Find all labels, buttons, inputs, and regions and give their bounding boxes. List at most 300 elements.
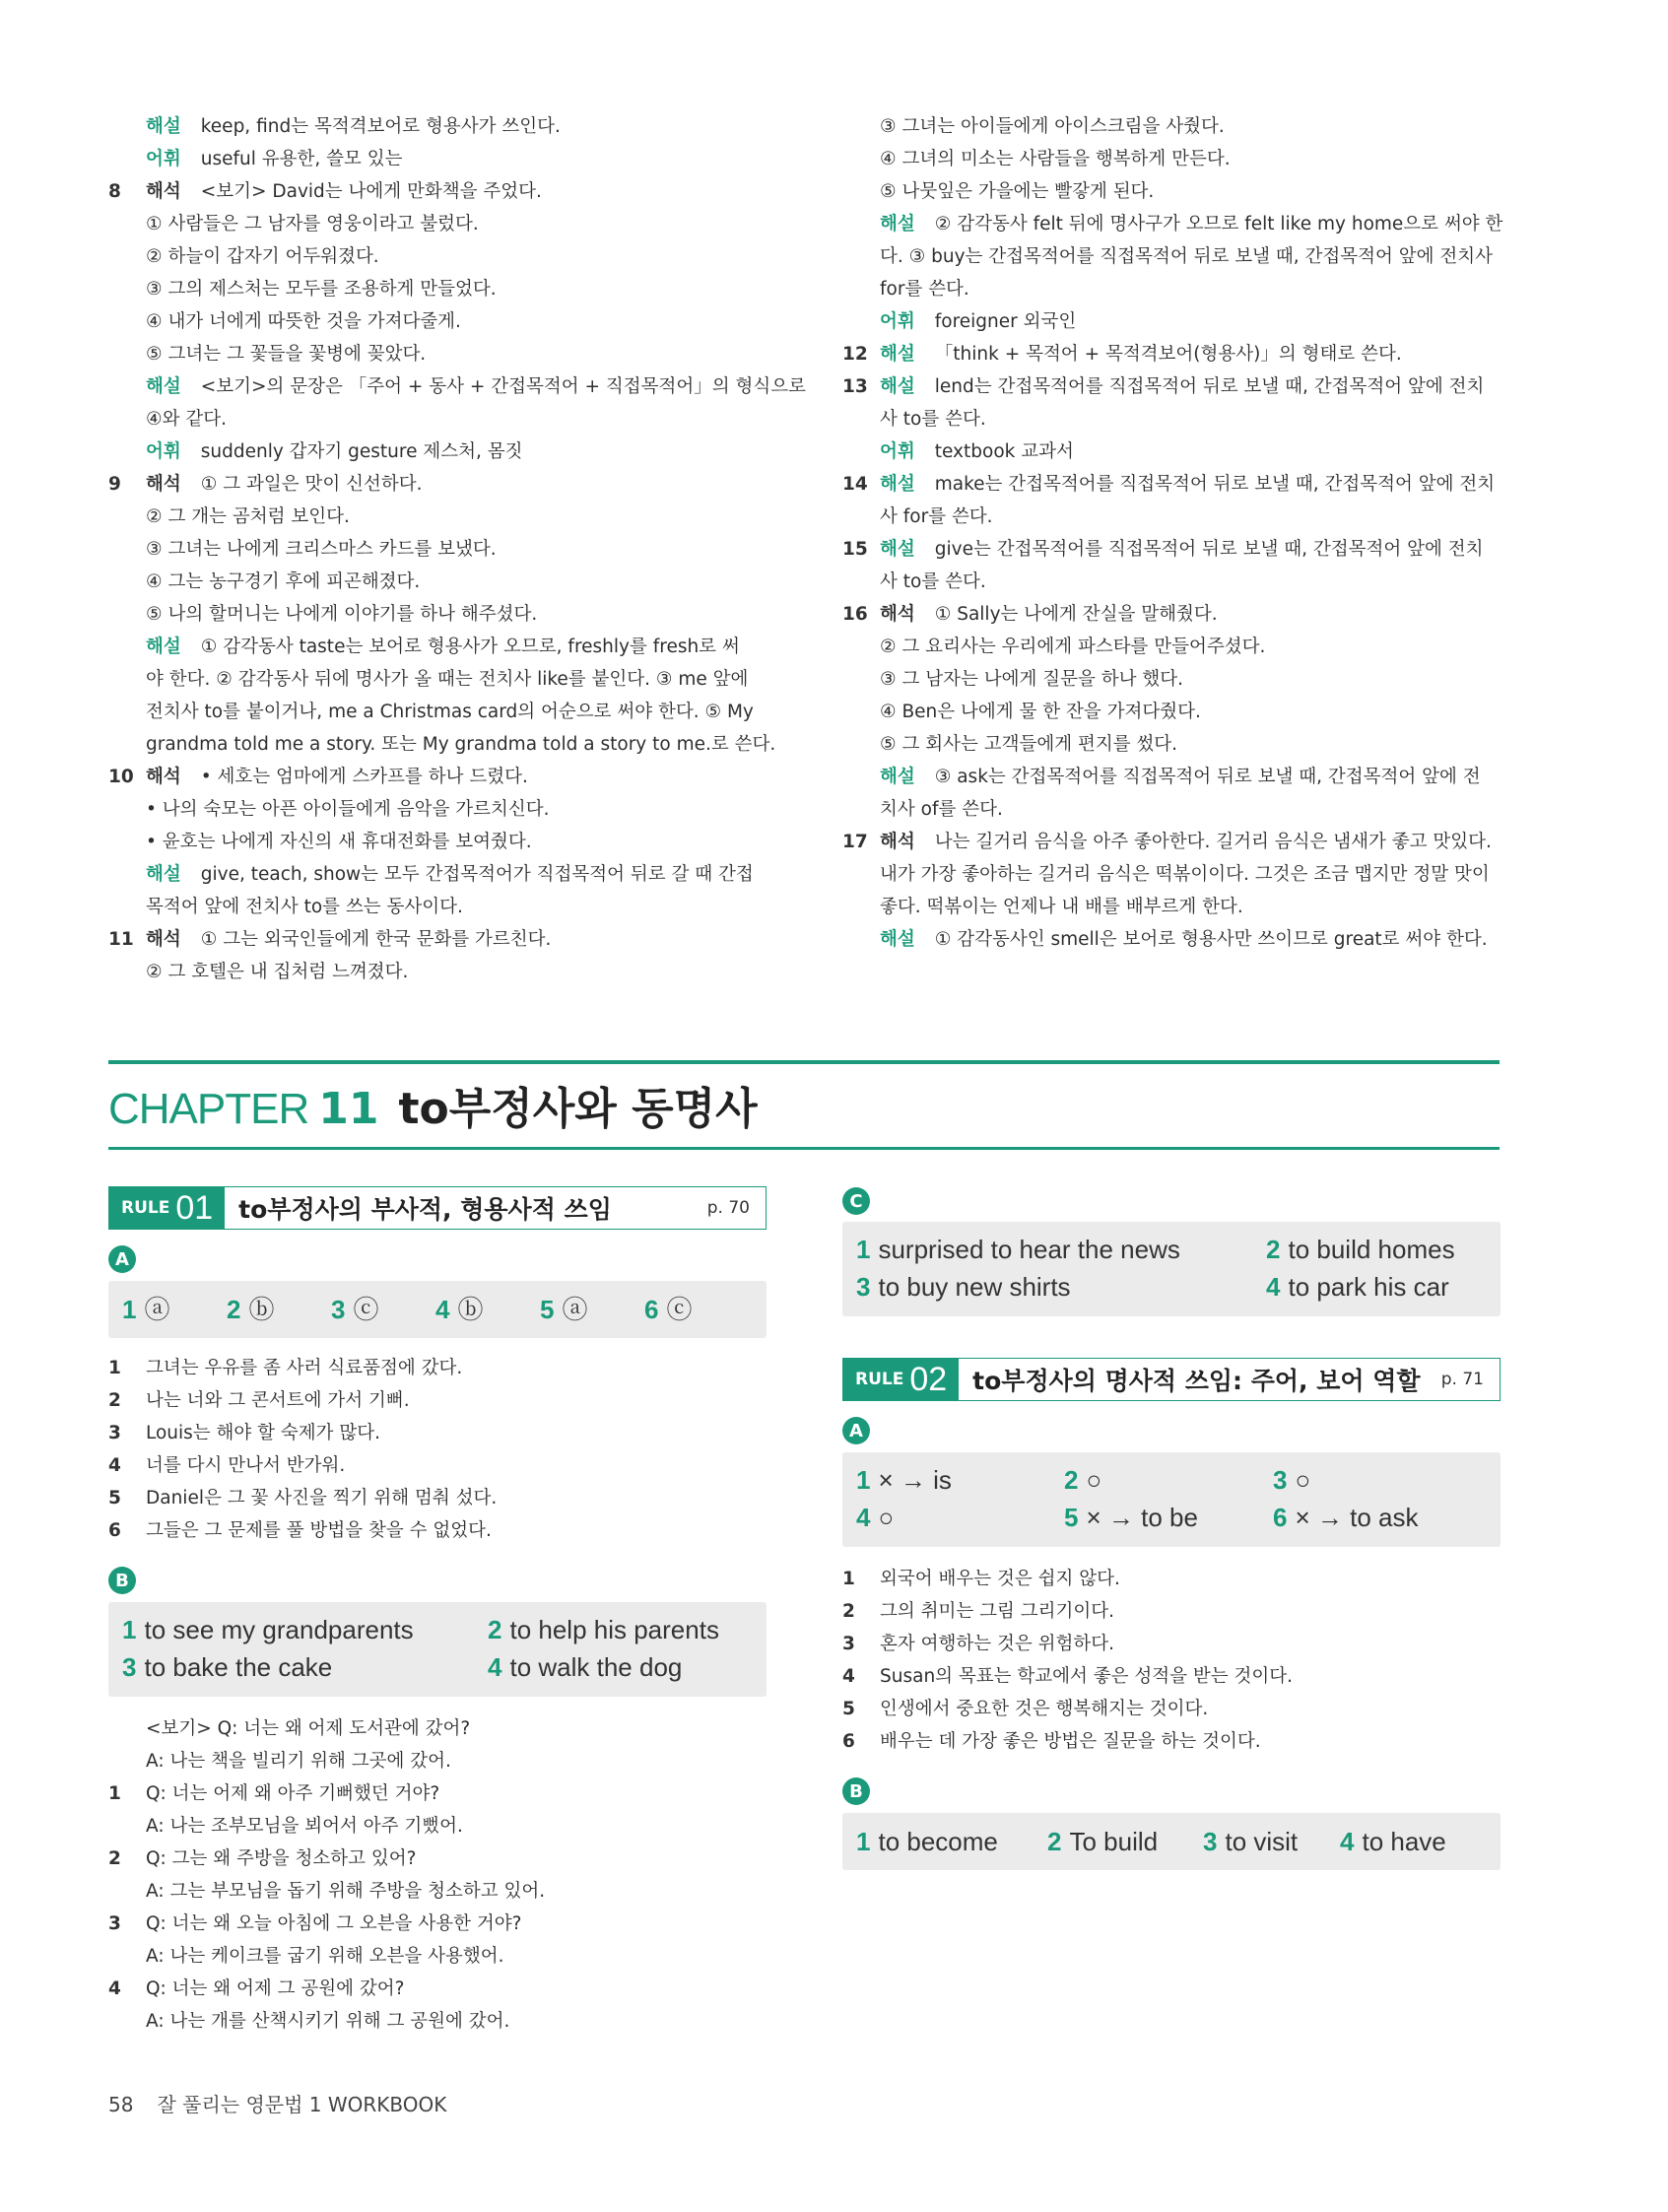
answer-cell [435,1292,483,1327]
explanation-text: ⑤ 나뭇잎은 가을에는 빨갛게 된다. [880,181,1155,202]
answer-text: ○ [1295,1465,1311,1495]
explanation-text: ③ 그 남자는 나에게 질문을 하나 했다. [880,669,1183,690]
explanation-line [842,240,1512,273]
answer-number: 2 [1266,1235,1281,1264]
answer-number: 4 [488,1652,502,1682]
explanation-line [108,826,778,858]
explanation-line [108,923,778,956]
explanation-label: 해설 [880,214,915,235]
explanation-line [108,370,806,403]
answer-text: ○ [1086,1465,1102,1495]
explanation-line [108,793,778,826]
answer-number: 2 [1047,1827,1062,1856]
answer-cell [1266,1232,1455,1267]
chapter-top-bar [108,1060,1500,1064]
list-item [842,1660,1493,1693]
item-number: 5 [108,1488,121,1508]
explanation-line [842,696,1512,728]
explanation-text: ② 그 개는 곰처럼 보인다. [146,506,350,527]
explanation-line [842,923,1512,956]
chapter-name: to부정사와 동명사 [398,1084,758,1134]
item-text: 그들은 그 문제를 풀 방법을 찾을 수 없었다. [146,1520,492,1541]
rule-title: to부정사의 부사적, 형용사적 쓰임 [238,1195,612,1224]
list-item [108,1940,759,1973]
explanation-line [108,501,778,533]
page-footer [108,2089,446,2117]
explanation-text: 다. ③ buy는 간접목적어를 직접목적어 뒤로 보낼 때, 간접목적어 앞에 전치사 [880,246,1493,267]
rule-page: p. 70 [706,1198,750,1218]
rule-number: 01 [175,1188,214,1227]
explanation-text: grandma told me a story. 또는 My grandma told a story to me.로 쓴다. [146,734,776,755]
explanation-line [842,761,1512,793]
explanation-text: 나는 길거리 음식을 아주 좋아한다. 길거리 음식은 냄새가 좋고 맛있다. [934,832,1492,852]
item-text: A: 나는 케이크를 굽기 위해 오븐을 사용했어. [146,1946,504,1967]
answer-number: 5 [540,1295,555,1324]
answer-cell [1203,1824,1298,1859]
explanation-label: 해설 [880,344,915,365]
explanation-text: textbook 교과서 [934,441,1074,462]
rule-number: 02 [909,1360,948,1398]
explanation-text: ① 사람들은 그 남자를 영웅이라고 불렀다. [146,214,479,235]
explanation-line [842,143,1512,175]
item-text: 나는 너와 그 콘서트에 가서 기뻐. [146,1390,410,1411]
section-B-badge: B [108,1567,136,1594]
answer-text: ⓐ [144,1295,170,1324]
explanation-line [108,305,778,338]
explanation-line [108,175,778,208]
explanation-line [842,728,1512,761]
explanation-line [842,566,1512,598]
explanation-line [108,761,778,793]
answer-cell [1047,1824,1158,1859]
answer-text: ⓑ [248,1295,275,1324]
item-text: Q: 너는 왜 오늘 아침에 그 오븐을 사용한 거야? [146,1913,522,1934]
answer-cell [1340,1824,1446,1859]
item-text: A: 나는 개를 산책시키기 위해 그 공원에 갔어. [146,2011,510,2032]
item-text: A: 나는 책을 빌리기 위해 그곳에 갔어. [146,1751,451,1772]
answer-text: to park his car [1288,1272,1449,1302]
explanation-line [108,598,778,631]
explanation-line [108,858,778,891]
explanation-text: ⑤ 그녀는 그 꽃들을 꽃병에 꽂았다. [146,344,427,365]
list-item [842,1595,1493,1628]
item-number: 17 [842,832,868,852]
answer-cell [331,1292,378,1327]
explanation-line [842,533,1512,566]
answer-number: 4 [856,1503,871,1532]
item-text: Q: 너는 어제 왜 아주 기뻐했던 거야? [146,1783,440,1804]
top-right-column [842,110,1512,956]
rule1-A-answers [108,1281,767,1338]
explanation-label: 해설 [146,376,181,397]
answer-number: 3 [856,1272,871,1302]
item-text: 인생에서 중요한 것은 행복해지는 것이다. [880,1699,1209,1719]
answer-text: × → is [878,1465,952,1495]
explanation-line [842,826,1512,858]
explanation-text: ⑤ 그 회사는 고객들에게 편지를 썼다. [880,734,1178,755]
list-item [108,1352,759,1384]
answer-number: 3 [331,1295,346,1324]
explanation-label: 해설 [146,116,181,137]
answer-cell [488,1612,719,1647]
answer-cell [122,1292,169,1327]
explanation-text: ① 그 과일은 맛이 신선하다. [200,474,423,495]
explanation-text: 사 to를 쓴다. [880,409,986,430]
list-item [108,1482,759,1514]
item-number: 14 [842,474,868,495]
list-item [108,1843,759,1875]
explanation-label: 해석 [880,832,915,852]
item-number: 2 [108,1848,121,1869]
explanation-text: keep, find는 목적격보어로 형용사가 쓰인다. [200,116,561,137]
rule1-B-translations [108,1712,759,2038]
chapter-word: CHAPTER [108,1085,309,1133]
answer-cell [1064,1500,1198,1535]
explanation-line [842,663,1512,696]
explanation-text: ② 하늘이 갑자기 어두워졌다. [146,246,379,267]
rule1-B-answers [108,1602,767,1697]
item-number: 11 [108,929,134,950]
explanation-label: 해설 [146,637,181,657]
answer-cell [856,1269,1071,1305]
explanation-line [842,208,1512,240]
answer-cell [856,1462,952,1498]
explanation-text: suddenly 갑자기 gesture 제스처, 몸짓 [200,441,523,462]
answer-text: to walk the dog [509,1652,683,1682]
chapter-title [108,1080,758,1139]
chapter-bottom-bar [108,1147,1500,1150]
answer-text: × → to ask [1295,1503,1419,1532]
answer-number: 1 [856,1235,871,1264]
section-B-badge: B [842,1777,870,1805]
item-number: 8 [108,181,121,202]
explanation-text: ④ 그녀의 미소는 사람들을 행복하게 만든다. [880,149,1231,169]
answer-text: to visit [1225,1827,1299,1856]
rule1-C-answers [842,1222,1501,1316]
explanation-text: ④와 같다. [146,409,227,430]
explanation-line [108,273,778,305]
item-number: 4 [842,1666,855,1687]
explanation-text: <보기> David는 나에게 만화책을 주었다. [200,181,542,202]
rule2-A-translations [842,1563,1493,1758]
explanation-text: 「think + 목적어 + 목적격보어(형용사)」의 형태로 쓴다. [934,344,1402,365]
answer-text: to bake the cake [144,1652,333,1682]
list-item [108,1449,759,1482]
answer-text: to see my grandparents [144,1615,414,1644]
item-number: 10 [108,767,134,787]
explanation-label: 해설 [880,767,915,787]
answer-number: 6 [1273,1503,1288,1532]
answer-number: 5 [1064,1503,1079,1532]
explanation-line [842,793,1512,826]
answer-text: ⓐ [562,1295,588,1324]
explanation-line [842,468,1512,501]
section-C-badge: C [842,1187,870,1215]
explanation-label: 어휘 [880,311,915,332]
explanation-line [842,858,1512,891]
rule2-B-answers [842,1813,1501,1870]
explanation-text: 사 to를 쓴다. [880,571,986,592]
explanation-line [108,566,778,598]
answer-cell [1266,1269,1449,1305]
answer-text: to become [878,1827,998,1856]
explanation-text: ① Sally는 나에게 잔실을 말해줬다. [934,604,1218,625]
item-number: 6 [842,1731,855,1752]
answer-number: 3 [122,1652,137,1682]
rule-tag-label: RULE [855,1370,904,1389]
explanation-text: ④ Ben은 나에게 물 한 잔을 가져다줬다. [880,702,1201,722]
explanation-text: ③ 그녀는 아이들에게 아이스크림을 사줬다. [880,116,1225,137]
answer-number: 1 [856,1827,871,1856]
top-left-column [108,110,806,988]
answer-text: ⓑ [457,1295,484,1324]
explanation-label: 어휘 [146,441,181,462]
explanation-label: 해설 [880,929,915,950]
answer-number: 4 [435,1295,450,1324]
rule-tag [843,1359,959,1400]
answer-cell [227,1292,274,1327]
explanation-text: foreigner 외국인 [934,311,1077,332]
item-number: 3 [842,1634,855,1654]
list-item [108,1810,759,1843]
explanation-line [108,240,778,273]
explanation-text: ③ ask는 간접목적어를 직접목적어 뒤로 보낼 때, 간접목적어 앞에 전 [934,767,1481,787]
item-number: 4 [108,1455,121,1476]
item-text: 너를 다시 만나서 반가워. [146,1455,346,1476]
item-number: 4 [108,1978,121,1999]
rule-page: p. 71 [1440,1370,1484,1389]
answer-text: × → to be [1086,1503,1198,1532]
explanation-line [108,696,778,728]
item-number: 15 [842,539,868,560]
explanation-text: ③ 그녀는 나에게 크리스마스 카드를 보냈다. [146,539,497,560]
answer-cell [1064,1462,1101,1498]
item-text: 그의 취미는 그림 그리기이다. [880,1601,1114,1622]
explanation-line [842,631,1512,663]
explanation-label: 해석 [880,604,915,625]
item-text: 그녀는 우유를 좀 사러 식료품점에 갔다. [146,1358,463,1378]
item-number: 1 [842,1569,855,1589]
explanation-text: lend는 간접목적어를 직접목적어 뒤로 보낼 때, 간접목적어 앞에 전치 [934,376,1485,397]
explanation-text: ② 감각동사 felt 뒤에 명사구가 오므로 felt like my home으로 써야 한 [934,214,1503,235]
list-item [842,1693,1493,1725]
item-text: Louis는 해야 할 숙제가 많다. [146,1423,381,1443]
explanation-line [842,501,1512,533]
explanation-line [108,110,778,143]
item-text: Q: 너는 왜 어제 그 공원에 갔어? [146,1978,405,1999]
answer-text: ⓒ [666,1295,693,1324]
explanation-line [842,305,1512,338]
answer-number: 1 [856,1465,871,1495]
rule2-A-answers [842,1452,1501,1547]
list-item [108,1712,759,1745]
explanation-label: 어휘 [880,441,915,462]
item-number: 3 [108,1913,121,1934]
item-number: 6 [108,1520,121,1541]
rule-01-header [108,1186,767,1230]
list-item [842,1563,1493,1595]
rule-02-header [842,1358,1501,1401]
item-number: 13 [842,376,868,397]
item-text: 배우는 데 가장 좋은 방법은 질문을 하는 것이다. [880,1731,1261,1752]
answer-cell [856,1232,1180,1267]
explanation-text: ⑤ 나의 할머니는 나에게 이야기를 하나 해주셨다. [146,604,538,625]
answer-number: 2 [488,1615,502,1644]
answer-number: 2 [1064,1465,1079,1495]
explanation-line [842,598,1512,631]
explanation-line [842,110,1512,143]
explanation-line [842,891,1512,923]
item-number: 12 [842,344,868,365]
list-item [108,1417,759,1449]
answer-cell [1273,1500,1418,1535]
explanation-text: • 세호는 엄마에게 스카프를 하나 드렸다. [200,767,528,787]
item-number: 16 [842,604,868,625]
explanation-text: for를 쓴다. [880,279,969,300]
answer-cell [1273,1462,1310,1498]
explanation-text: <보기>의 문장은 「주어 + 동사 + 간접목적어 + 직접목적어」의 형식으로 [200,376,806,397]
item-text: Q: 그는 왜 주방을 청소하고 있어? [146,1848,417,1869]
item-number: 1 [108,1358,121,1378]
item-text: 혼자 여행하는 것은 위험하다. [880,1634,1114,1654]
answer-cell [540,1292,587,1327]
list-item [108,1384,759,1417]
list-item [108,1745,759,1777]
section-A-badge: A [842,1417,870,1444]
explanation-line [108,143,778,175]
explanation-text: give는 간접목적어를 직접목적어 뒤로 보낼 때, 간접목적어 앞에 전치 [934,539,1484,560]
explanation-line [108,728,778,761]
answer-number: 3 [1273,1465,1288,1495]
explanation-text: 내가 가장 좋아하는 길거리 음식은 떡볶이이다. 그것은 조금 맵지만 정말 맛이 [880,864,1490,885]
explanation-text: useful 유용한, 쓸모 있는 [200,149,403,169]
explanation-text: ④ 내가 너에게 따뜻한 것을 가져다줄게. [146,311,461,332]
item-text: Susan의 목표는 학교에서 좋은 성적을 받는 것이다. [880,1666,1294,1687]
explanation-text: 사 for를 쓴다. [880,506,993,527]
section-A-badge: A [108,1245,136,1273]
answer-number: 6 [644,1295,659,1324]
explanation-label: 해석 [146,181,181,202]
answer-number: 3 [1203,1827,1218,1856]
explanation-label: 해석 [146,474,181,495]
explanation-line [842,273,1512,305]
chapter-number: 11 [318,1084,379,1134]
explanation-text: 목적어 앞에 전치사 to를 쓰는 동사이다. [146,897,463,917]
explanation-line [842,403,1512,436]
item-text: Daniel은 그 꽃 사진을 찍기 위해 멈춰 섰다. [146,1488,498,1508]
answer-cell [644,1292,692,1327]
answer-text: ○ [878,1503,895,1532]
list-item [108,1875,759,1908]
list-item [108,1514,759,1547]
page-number: 58 [108,2093,134,2116]
explanation-text: ② 그 요리사는 우리에게 파스타를 만들어주셨다. [880,637,1266,657]
explanation-label: 해설 [146,864,181,885]
answer-number: 4 [1266,1272,1281,1302]
list-item [108,2005,759,2038]
answer-number: 1 [122,1615,137,1644]
item-number: 2 [108,1390,121,1411]
explanation-line [842,175,1512,208]
explanation-label: 해설 [880,474,915,495]
answer-text: surprised to hear the news [878,1235,1180,1264]
explanation-text: ① 감각동사인 smell은 보어로 형용사만 쓰이므로 great로 써야 한다. [934,929,1488,950]
answer-cell [122,1649,332,1685]
explanation-line [108,663,778,696]
explanation-line [108,533,778,566]
answer-cell [856,1500,894,1535]
answer-number: 2 [227,1295,241,1324]
answer-text: To build [1069,1827,1159,1856]
answer-text: to buy new shirts [878,1272,1071,1302]
explanation-text: 야 한다. ② 감각동사 뒤에 명사가 올 때는 전치사 like를 붙인다. ③ me 앞에 [146,669,749,690]
explanation-line [108,631,778,663]
answer-text: to have [1362,1827,1446,1856]
answer-cell [856,1824,998,1859]
explanation-line [108,403,778,436]
chapter-header [108,1060,1500,1134]
item-number: 5 [842,1699,855,1719]
explanation-line [108,208,778,240]
list-item [108,1777,759,1810]
item-text: A: 나는 조부모님을 뵈어서 아주 기뻤어. [146,1816,463,1837]
explanation-text: ① 감각동사 taste는 보어로 형용사가 오므로, freshly를 fresh로 써 [200,637,740,657]
explanation-line [108,891,778,923]
item-text: 외국어 배우는 것은 쉽지 않다. [880,1569,1120,1589]
list-item [842,1725,1493,1758]
explanation-line [108,436,778,468]
explanation-label: 해설 [880,376,915,397]
item-number: 2 [842,1601,855,1622]
answer-text: ⓒ [353,1295,379,1324]
answer-cell [488,1649,682,1685]
explanation-text: 좋다. 떡볶이는 언제나 내 배를 배부르게 한다. [880,897,1243,917]
explanation-text: make는 간접목적어를 직접목적어 뒤로 보낼 때, 간접목적어 앞에 전치 [934,474,1496,495]
explanation-line [108,468,778,501]
explanation-label: 어휘 [146,149,181,169]
answer-text: to help his parents [509,1615,719,1644]
explanation-line [108,338,778,370]
rule-title: to부정사의 명사적 쓰임: 주어, 보어 역할 [972,1367,1421,1395]
book-title: 잘 풀리는 영문법 1 WORKBOOK [157,2093,447,2116]
rule1-A-translations [108,1352,759,1547]
rule-tag-label: RULE [121,1198,170,1218]
explanation-line [842,338,1512,370]
item-number: 9 [108,474,121,495]
explanation-label: 해석 [146,767,181,787]
explanation-text: • 윤호는 나에게 자신의 새 휴대전화를 보여줬다. [146,832,532,852]
explanation-line [842,436,1512,468]
explanation-text: • 나의 숙모는 아픈 아이들에게 음악을 가르치신다. [146,799,550,820]
answer-cell [122,1612,414,1647]
explanation-text: ③ 그의 제스처는 모두를 조용하게 만들었다. [146,279,497,300]
list-item [108,1908,759,1940]
explanation-line [108,956,778,988]
answer-text: to build homes [1288,1235,1455,1264]
list-item [108,1973,759,2005]
explanation-line [842,370,1512,403]
explanation-label: 해석 [146,929,181,950]
explanation-text: give, teach, show는 모두 간접목적어가 직접목적어 뒤로 갈 때 간접 [200,864,754,885]
item-number: 3 [108,1423,121,1443]
explanation-text: ④ 그는 농구경기 후에 피곤해졌다. [146,571,421,592]
rule-tag [109,1187,225,1229]
list-item [842,1628,1493,1660]
item-number: 1 [108,1783,121,1804]
explanation-text: ② 그 호텔은 내 집처럼 느껴졌다. [146,962,409,982]
answer-number: 1 [122,1295,137,1324]
item-text: <보기> Q: 너는 왜 어제 도서관에 갔어? [146,1718,471,1739]
